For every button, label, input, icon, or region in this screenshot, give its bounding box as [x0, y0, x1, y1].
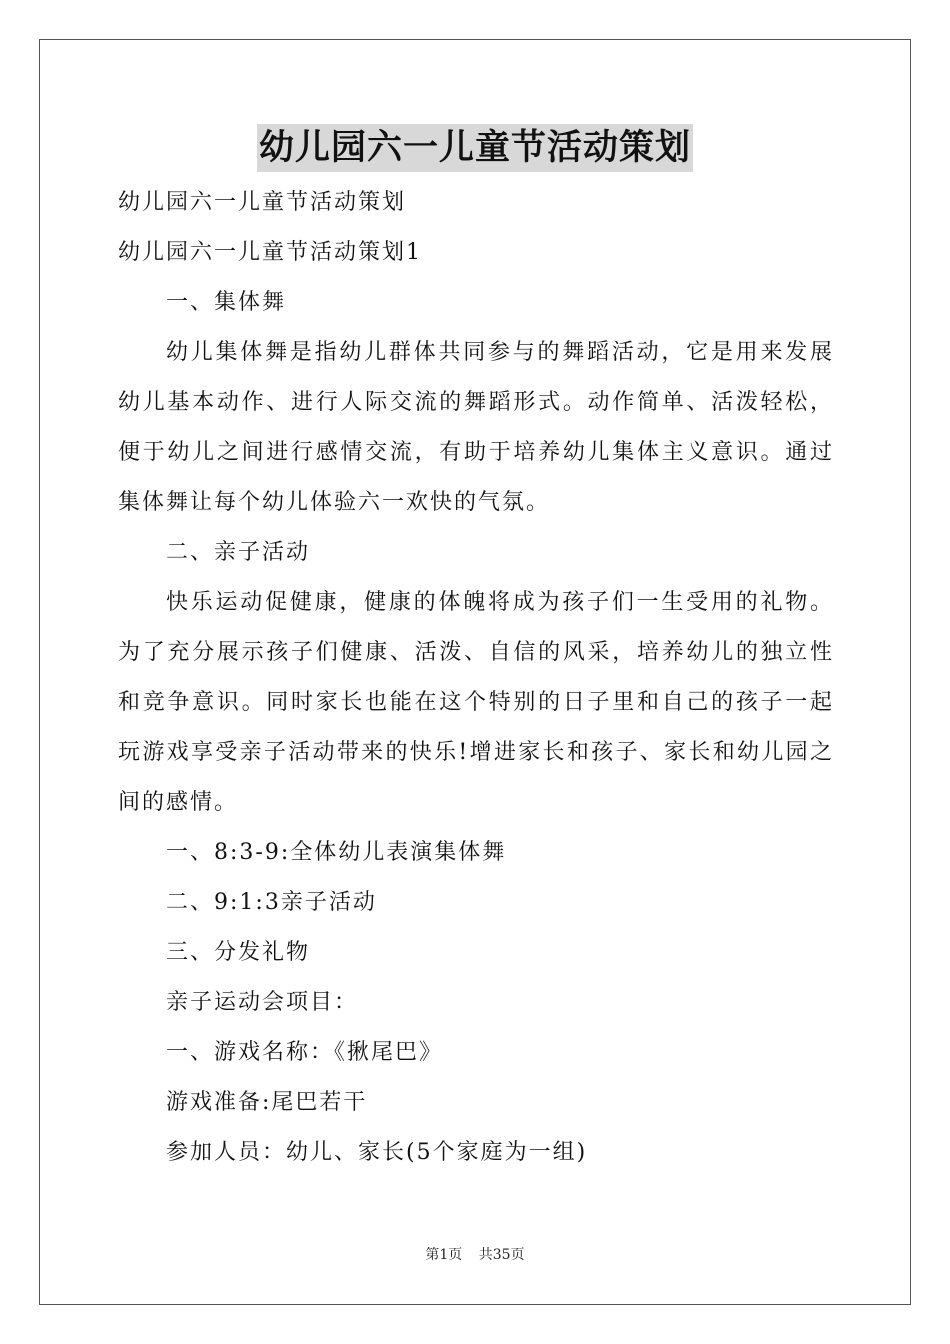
paragraph: 快乐运动促健康，健康的体魄将成为孩子们一生受用的礼物。为了充分展示孩子们健康、活泼、自信的风采，培养幼儿的独立性和竞争意识。同时家长也能在这个特别的日子里和自己的孩子一起玩游戏享受亲子活动带来的快乐!增进家长和孩子、家长和幼儿园之间的感情。 [118, 590, 834, 815]
schedule-item: 二、9:1:3亲子活动 [166, 890, 377, 915]
document-body [118, 178, 834, 1178]
page-footer [0, 1244, 950, 1264]
paragraph: 幼儿集体舞是指幼儿群体共同参与的舞蹈活动，它是用来发展幼儿基本动作、进行人际交流的舞蹈形式。动作简单、活泼轻松，便于幼儿之间进行感情交流，有助于培养幼儿集体主义意识。通过集体舞让每个幼儿体验六一欢快的气氛。 [118, 340, 834, 515]
schedule-item: 一、8:3-9:全体幼儿表演集体舞 [166, 840, 507, 865]
schedule-item: 三、分发礼物 [166, 940, 311, 965]
paragraph: 亲子运动会项目： [166, 990, 359, 1015]
page-number: 第1页 [425, 1247, 463, 1263]
paragraph: 参加人员：幼儿、家长(5个家庭为一组) [166, 1140, 588, 1165]
document-title: 幼儿园六一儿童节活动策划 [257, 124, 693, 172]
paragraph: 游戏准备:尾巴若干 [166, 1090, 368, 1115]
title-container [0, 124, 950, 172]
section-heading: 一、集体舞 [166, 290, 287, 315]
paragraph: 幼儿园六一儿童节活动策划1 [118, 240, 422, 265]
paragraph: 幼儿园六一儿童节活动策划 [118, 190, 407, 215]
section-heading: 二、亲子活动 [166, 540, 311, 565]
page-total: 共35页 [478, 1247, 525, 1263]
paragraph: 一、游戏名称：《揪尾巴》 [166, 1040, 444, 1065]
